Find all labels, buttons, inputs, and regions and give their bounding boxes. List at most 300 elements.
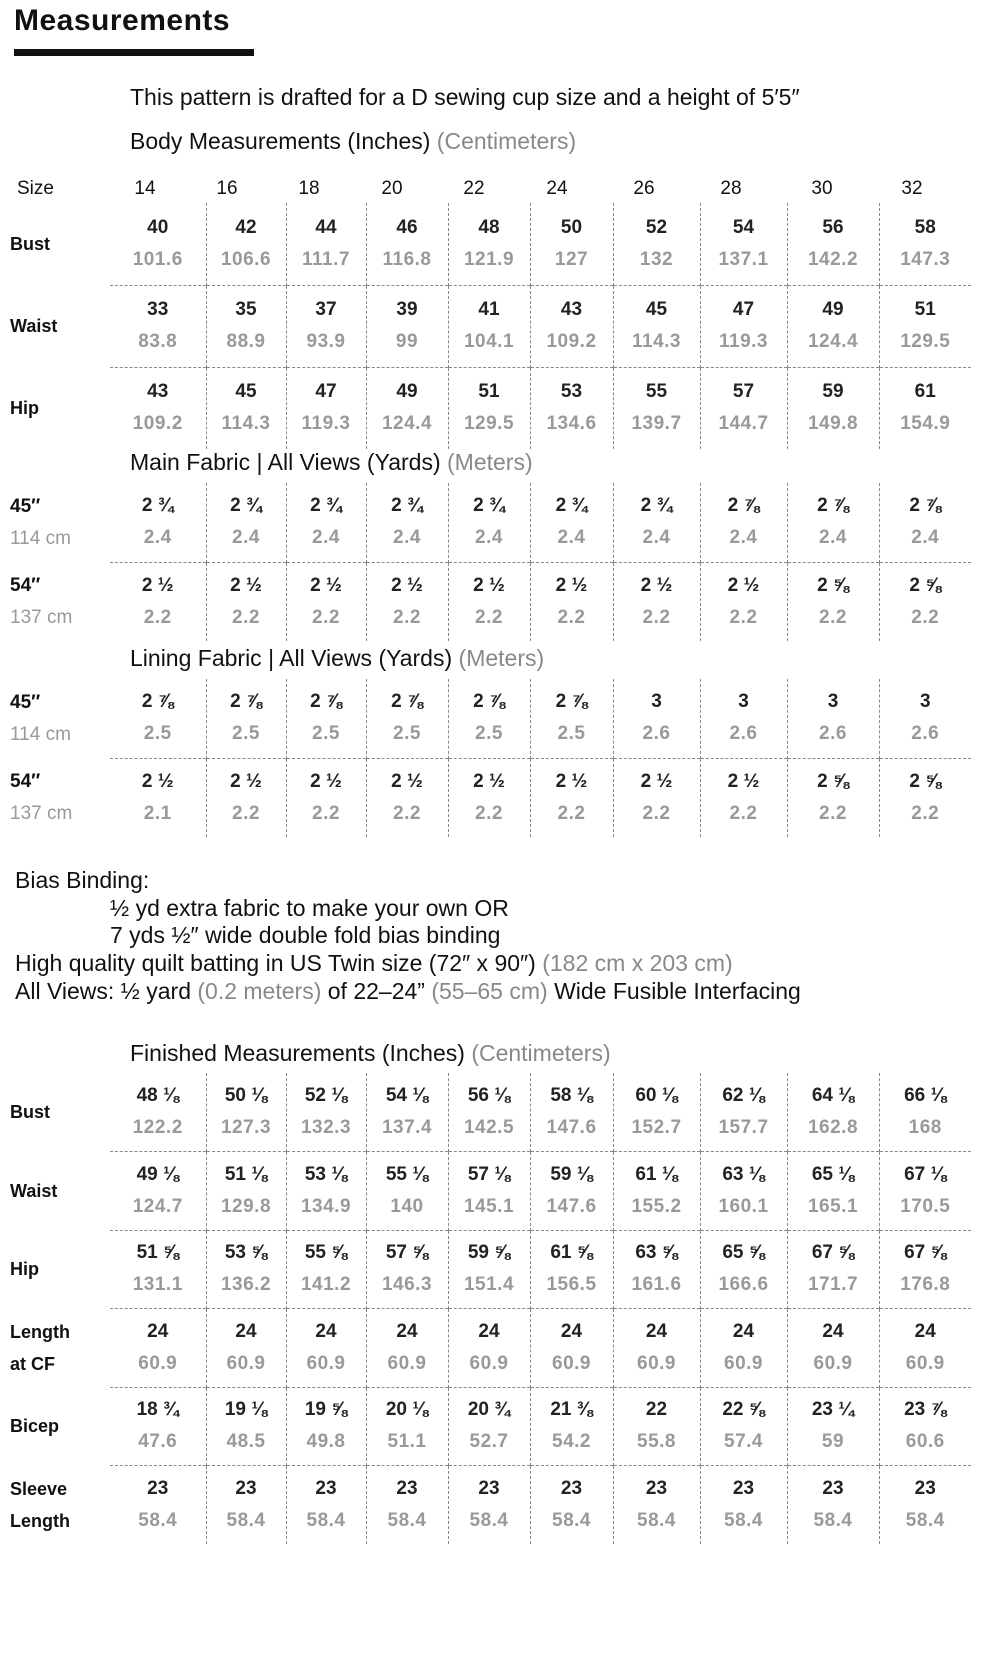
cell-value: 48 [478, 216, 500, 238]
table-cell [700, 483, 787, 562]
row-label [10, 1387, 110, 1466]
cell-value: 47 [315, 381, 337, 403]
cell-value-alt: 156.5 [546, 1274, 597, 1296]
table-cell [286, 1230, 366, 1309]
cell-value-alt: 157.7 [718, 1117, 769, 1138]
row-label [10, 203, 110, 285]
cell-value-alt: 60.9 [813, 1352, 853, 1374]
cell-value-alt: 93.9 [306, 331, 346, 352]
cell-value-alt: 51.1 [387, 1431, 427, 1453]
table-cell [613, 1230, 700, 1309]
cell-value-alt: 134.6 [546, 413, 597, 435]
cell-value-alt: 57.4 [724, 1431, 763, 1453]
cell-value-alt: 132 [639, 248, 674, 270]
cell-value: 64 ⅛ [811, 1085, 855, 1106]
table-cell [613, 1073, 700, 1152]
size-20: 20 [381, 178, 403, 199]
cell-value: 61 ⅝ [550, 1242, 593, 1264]
cell-value-alt: 146.3 [381, 1274, 433, 1296]
cell-value-alt: 58.4 [226, 1510, 266, 1531]
table-cell [110, 562, 206, 641]
table-cell [530, 285, 613, 367]
table-cell [286, 1466, 366, 1545]
cell-value-alt: 121.9 [463, 248, 515, 270]
cell-value: 2 ¾ [230, 495, 262, 517]
cell-value: 2 ½ [391, 770, 423, 792]
cell-value: 67 ⅝ [904, 1242, 947, 1264]
table-row [10, 1466, 971, 1545]
cell-value: 55 ⅝ [304, 1242, 348, 1264]
table-cell [879, 1152, 971, 1231]
table-cell [613, 203, 700, 285]
cell-value-alt: 58.4 [724, 1510, 763, 1531]
cell-value: 21 ⅜ [550, 1399, 593, 1421]
table-cell [366, 1152, 448, 1231]
cell-value-alt: 141.2 [300, 1274, 352, 1296]
row-label [10, 483, 110, 562]
row-label-alt: 137 cm [10, 802, 73, 824]
cell-value: 62 ⅛ [722, 1085, 765, 1106]
cell-value: 2 ½ [230, 770, 262, 792]
cell-value: 33 [147, 299, 169, 320]
table-cell [787, 203, 879, 285]
cell-value-alt: 2.4 [642, 527, 671, 549]
heading-alt: (Centimeters) [436, 128, 577, 154]
row-label [10, 1073, 110, 1152]
cell-value-alt: 137.4 [381, 1117, 433, 1138]
cell-value: 47 [732, 299, 755, 320]
cell-value: 63 ⅛ [722, 1163, 765, 1185]
size-26: 26 [633, 178, 655, 199]
table-cell [530, 203, 613, 285]
table-cell [700, 679, 787, 758]
table-cell [613, 367, 700, 449]
cell-value-alt: 111.7 [302, 248, 350, 270]
table-cell [879, 285, 971, 367]
table-cell [530, 367, 613, 449]
heading-alt: (Meters) [447, 449, 533, 475]
cell-value-alt: 2.2 [475, 802, 503, 824]
table-cell [700, 285, 787, 367]
table-cell [787, 679, 879, 758]
cell-value-alt: 2.5 [232, 723, 260, 745]
lining-fabric-heading [130, 645, 544, 672]
table-cell [879, 562, 971, 641]
cell-value-alt: 2.5 [557, 723, 586, 745]
cell-value: 48 ⅛ [136, 1085, 179, 1106]
cell-value: 50 ⅛ [224, 1085, 268, 1106]
cell-value-alt: 114.3 [632, 331, 681, 352]
table-row [10, 367, 971, 449]
cell-value: 22 [645, 1399, 668, 1421]
row-label [10, 679, 110, 758]
heading-main: Main Fabric | All Views (Yards) [130, 449, 441, 475]
cell-value-alt: 49.8 [306, 1431, 346, 1453]
cell-value-alt: 152.7 [631, 1117, 682, 1138]
cell-value-alt: 119.3 [719, 331, 768, 352]
cell-value-alt: 114.3 [221, 413, 271, 435]
cell-value-alt: 140 [390, 1195, 424, 1217]
table-cell [448, 1466, 530, 1545]
cell-value: 2 ⅝ [817, 574, 849, 596]
row-label-text: Length [10, 1321, 70, 1342]
cell-value-alt: 2.2 [911, 606, 940, 628]
cell-value: 2 ¾ [555, 495, 588, 517]
cell-value: 23 [396, 1478, 418, 1499]
table-cell [530, 679, 613, 758]
cell-value: 42 [235, 216, 257, 238]
cell-value-alt: 160.1 [718, 1195, 769, 1217]
table-cell [286, 1152, 366, 1231]
table-cell [700, 203, 787, 285]
cell-value: 2 ⅞ [817, 495, 849, 517]
cell-value: 67 ⅛ [904, 1163, 947, 1185]
cell-value: 57 ⅝ [385, 1242, 429, 1264]
table-cell [448, 1152, 530, 1231]
table-cell [448, 562, 530, 641]
table-row [10, 679, 971, 758]
cell-value-alt: 2.2 [819, 802, 847, 824]
row-label-text: Length [10, 1510, 70, 1531]
cell-value: 54 ⅛ [385, 1085, 429, 1106]
cell-value: 23 [560, 1478, 583, 1499]
interfacing-alt-a: (0.2 meters) [197, 978, 322, 1004]
cell-value: 2 ½ [141, 574, 174, 596]
cell-value-alt: 104.1 [463, 331, 515, 352]
cell-value-alt: 127.3 [220, 1117, 272, 1138]
cell-value: 2 ½ [391, 574, 423, 596]
interfacing-text-b: of 22–24” [327, 978, 425, 1004]
cell-value: 2 ⅞ [141, 691, 174, 713]
cell-value: 24 [478, 1320, 500, 1342]
cell-value: 2 ⅞ [555, 691, 588, 713]
cell-value: 40 [147, 216, 169, 238]
row-label-text: Hip [10, 398, 39, 418]
cell-value-alt: 116.8 [382, 248, 432, 270]
cell-value: 2 ½ [141, 770, 174, 792]
table-cell [448, 1230, 530, 1309]
table-cell [613, 562, 700, 641]
main-fabric-table [10, 483, 971, 641]
table-cell [110, 1466, 206, 1545]
table-cell [206, 1309, 286, 1388]
cell-value: 53 ⅝ [224, 1242, 268, 1264]
cell-value-alt: 124.4 [381, 413, 433, 435]
table-cell [366, 562, 448, 641]
cell-value-alt: 2.2 [819, 606, 847, 628]
cell-value-alt: 162.8 [807, 1117, 859, 1138]
cell-value: 2 ½ [310, 574, 342, 596]
table-cell [110, 1309, 206, 1388]
table-cell [613, 1387, 700, 1466]
size-18: 18 [298, 178, 320, 199]
cell-value: 51 ⅝ [136, 1242, 179, 1264]
finished-measurements-heading [130, 1040, 611, 1067]
table-cell [879, 758, 971, 837]
cell-value: 59 ⅛ [550, 1163, 593, 1185]
size-24: 24 [546, 178, 568, 199]
cell-value: 19 ⅝ [304, 1399, 348, 1421]
cell-value-alt: 154.9 [900, 413, 951, 435]
table-row [10, 562, 971, 641]
cell-value: 53 ⅛ [304, 1163, 348, 1185]
row-label [10, 1152, 110, 1231]
table-cell [530, 1387, 613, 1466]
cell-value: 19 ⅛ [224, 1399, 268, 1421]
cell-value-alt: 55.8 [637, 1431, 676, 1453]
cell-value-alt: 58.4 [905, 1510, 945, 1531]
table-cell [286, 483, 366, 562]
cell-value: 56 ⅛ [467, 1085, 511, 1106]
cell-value: 23 ⅞ [904, 1399, 947, 1421]
cell-value: 57 [732, 381, 755, 403]
cell-value-alt: 2.4 [557, 527, 586, 549]
table-cell [366, 1073, 448, 1152]
interfacing-line [15, 978, 801, 1005]
table-cell [879, 1387, 971, 1466]
cell-value-alt: 2.4 [312, 527, 340, 549]
cell-value-alt: 109.2 [132, 413, 183, 435]
cell-value: 51 [478, 381, 500, 403]
cell-value-alt: 48.5 [226, 1431, 266, 1453]
cell-value-alt: 136.2 [220, 1274, 272, 1296]
table-cell [613, 285, 700, 367]
cell-value-alt: 83.8 [138, 331, 178, 352]
table-cell [700, 1073, 787, 1152]
cell-value-alt: 2.2 [143, 606, 172, 628]
cell-value-alt: 58.4 [387, 1510, 427, 1531]
row-label-text: Waist [10, 316, 58, 336]
cell-value: 2 ½ [473, 574, 505, 596]
cell-value: 66 ⅛ [904, 1085, 947, 1106]
cell-value: 61 [914, 381, 936, 403]
interfacing-alt-b: (55–65 cm) [431, 978, 548, 1004]
cell-value-alt: 2.2 [642, 802, 671, 824]
cell-value: 22 ⅝ [722, 1399, 765, 1421]
table-cell [206, 758, 286, 837]
bias-binding-line-1: ½ yd extra fabric to make your own OR [110, 895, 509, 921]
table-cell [110, 1230, 206, 1309]
cell-value-alt: 2.2 [729, 606, 758, 628]
table-cell [530, 1152, 613, 1231]
table-cell [110, 367, 206, 449]
row-label-alt: 137 cm [10, 606, 73, 628]
table-cell [700, 367, 787, 449]
table-cell [700, 1309, 787, 1388]
finished-measurements-table [10, 1073, 971, 1544]
table-cell [366, 1230, 448, 1309]
cell-value-alt: 2.4 [819, 527, 847, 549]
table-cell [110, 483, 206, 562]
cell-value: 61 ⅛ [635, 1163, 678, 1185]
table-cell [286, 758, 366, 837]
cell-value: 24 [147, 1320, 169, 1342]
cell-value: 39 [396, 299, 418, 320]
cell-value-alt: 2.4 [143, 527, 172, 549]
size-14: 14 [134, 178, 156, 199]
cell-value: 45 [645, 299, 668, 320]
cell-value-alt: 170.5 [900, 1195, 951, 1217]
cell-value-alt: 144.7 [718, 413, 769, 435]
cell-value-alt: 2.2 [312, 606, 340, 628]
table-cell [286, 562, 366, 641]
cell-value-alt: 2.5 [393, 723, 421, 745]
cell-value: 43 [147, 381, 169, 403]
bias-binding-line-2: 7 yds ½″ wide double fold bias binding [110, 922, 501, 948]
cell-value-alt: 147.6 [546, 1195, 597, 1217]
table-cell [286, 1309, 366, 1388]
row-label-text: 45″ [10, 495, 41, 517]
row-label-text: Sleeve [10, 1478, 68, 1499]
cell-value-alt: 171.7 [807, 1274, 859, 1296]
cell-value-alt: 132.3 [300, 1117, 352, 1138]
table-cell [530, 1466, 613, 1545]
cell-value: 2 ⅝ [909, 770, 942, 792]
cell-value-alt: 168 [908, 1117, 942, 1138]
table-cell [110, 203, 206, 285]
cell-value: 52 [645, 216, 668, 238]
table-cell [206, 679, 286, 758]
cell-value-alt: 59 [821, 1431, 845, 1453]
cell-value-alt: 2.2 [393, 606, 421, 628]
cell-value: 24 [645, 1320, 668, 1342]
table-cell [286, 1073, 366, 1152]
table-cell [366, 1309, 448, 1388]
cell-value: 2 ¾ [640, 495, 673, 517]
row-label-text: Waist [10, 1180, 58, 1201]
table-cell [613, 679, 700, 758]
cell-value-alt: 122.2 [132, 1117, 183, 1138]
cell-value: 23 [645, 1478, 668, 1499]
cell-value: 49 [822, 299, 844, 320]
cell-value: 24 [315, 1320, 337, 1342]
cell-value: 23 [822, 1478, 844, 1499]
cell-value-alt: 60.9 [226, 1352, 266, 1374]
cell-value-alt: 124.4 [807, 331, 859, 352]
cell-value: 2 ½ [727, 574, 760, 596]
cell-value: 57 ⅛ [467, 1163, 511, 1185]
cell-value-alt: 106.6 [220, 248, 272, 270]
table-cell [879, 203, 971, 285]
cell-value: 63 ⅝ [635, 1242, 678, 1264]
table-cell [700, 1466, 787, 1545]
table-cell [787, 1466, 879, 1545]
cell-value-alt: 2.2 [232, 802, 260, 824]
cell-value: 2 ¾ [141, 495, 174, 517]
cell-value-alt: 2.2 [557, 802, 586, 824]
table-cell [787, 483, 879, 562]
table-cell [787, 562, 879, 641]
cell-value: 56 [822, 216, 844, 238]
cell-value-alt: 145.1 [463, 1195, 515, 1217]
table-cell [700, 1387, 787, 1466]
cell-value: 2 ⅞ [727, 495, 760, 517]
cell-value: 59 ⅝ [467, 1242, 511, 1264]
table-cell [448, 483, 530, 562]
cell-value-alt: 54.2 [552, 1431, 591, 1453]
cell-value: 18 ¾ [136, 1399, 179, 1421]
cell-value-alt: 60.6 [905, 1431, 945, 1453]
cell-value-alt: 2.2 [312, 802, 340, 824]
cell-value: 2 ½ [555, 770, 588, 792]
cell-value-alt: 147.6 [546, 1117, 597, 1138]
table-cell [787, 758, 879, 837]
cell-value-alt: 2.6 [642, 723, 671, 745]
body-measurements-table [10, 203, 971, 449]
cell-value: 24 [732, 1320, 755, 1342]
cell-value: 35 [235, 299, 257, 320]
table-cell [110, 285, 206, 367]
table-cell [110, 679, 206, 758]
cell-value: 3 [919, 691, 931, 713]
table-row [10, 1152, 971, 1231]
cell-value-alt: 119.3 [301, 413, 351, 435]
cell-value-alt: 60.9 [905, 1352, 945, 1374]
row-label-alt: 114 cm [10, 723, 71, 745]
intro-text: This pattern is drafted for a D sewing cup size and a height of 5′5″ [130, 84, 800, 110]
row-label [10, 1466, 110, 1545]
cell-value: 3 [738, 691, 749, 713]
table-cell [366, 367, 448, 449]
cell-value-alt: 58.4 [306, 1510, 346, 1531]
lining-fabric-table [10, 679, 971, 837]
row-label [10, 1230, 110, 1309]
cell-value: 24 [235, 1320, 257, 1342]
table-cell [206, 367, 286, 449]
cell-value-alt: 137.1 [718, 248, 769, 270]
table-cell [530, 483, 613, 562]
cell-value: 65 ⅝ [722, 1242, 765, 1264]
cell-value-alt: 2.2 [557, 606, 586, 628]
cell-value-alt: 2.6 [911, 723, 940, 745]
table-cell [366, 483, 448, 562]
cell-value-alt: 58.4 [552, 1510, 591, 1531]
row-label-text: 54″ [10, 574, 41, 596]
cell-value-alt: 2.4 [911, 527, 940, 549]
cell-value-alt: 58.4 [138, 1510, 178, 1531]
page-title: Measurements [14, 4, 231, 37]
cell-value-alt: 60.9 [387, 1352, 427, 1374]
cell-value-alt: 142.5 [463, 1117, 515, 1138]
row-label [10, 285, 110, 367]
cell-value: 2 ⅞ [391, 691, 423, 713]
table-cell [206, 1230, 286, 1309]
cell-value-alt: 2.6 [819, 723, 847, 745]
table-row [10, 203, 971, 285]
table-cell [530, 1073, 613, 1152]
size-32: 32 [901, 178, 923, 199]
cell-value-alt: 2.1 [143, 802, 172, 824]
cell-value-alt: 134.9 [300, 1195, 352, 1217]
cell-value: 59 [822, 381, 844, 403]
table-cell [286, 285, 366, 367]
cell-value-alt: 124.7 [132, 1195, 183, 1217]
table-cell [448, 1387, 530, 1466]
table-cell [530, 758, 613, 837]
table-row [10, 285, 971, 367]
batting-text: High quality quilt batting in US Twin size (72″ x 90″) [15, 950, 536, 976]
cell-value: 60 ⅛ [635, 1085, 678, 1106]
cell-value: 55 [645, 381, 668, 403]
cell-value: 3 [827, 691, 839, 713]
cell-value: 23 [147, 1478, 169, 1499]
table-cell [448, 679, 530, 758]
table-cell [613, 1152, 700, 1231]
cell-value-alt: 101.6 [132, 248, 183, 270]
cell-value: 24 [822, 1320, 844, 1342]
table-cell [286, 203, 366, 285]
row-label [10, 562, 110, 641]
